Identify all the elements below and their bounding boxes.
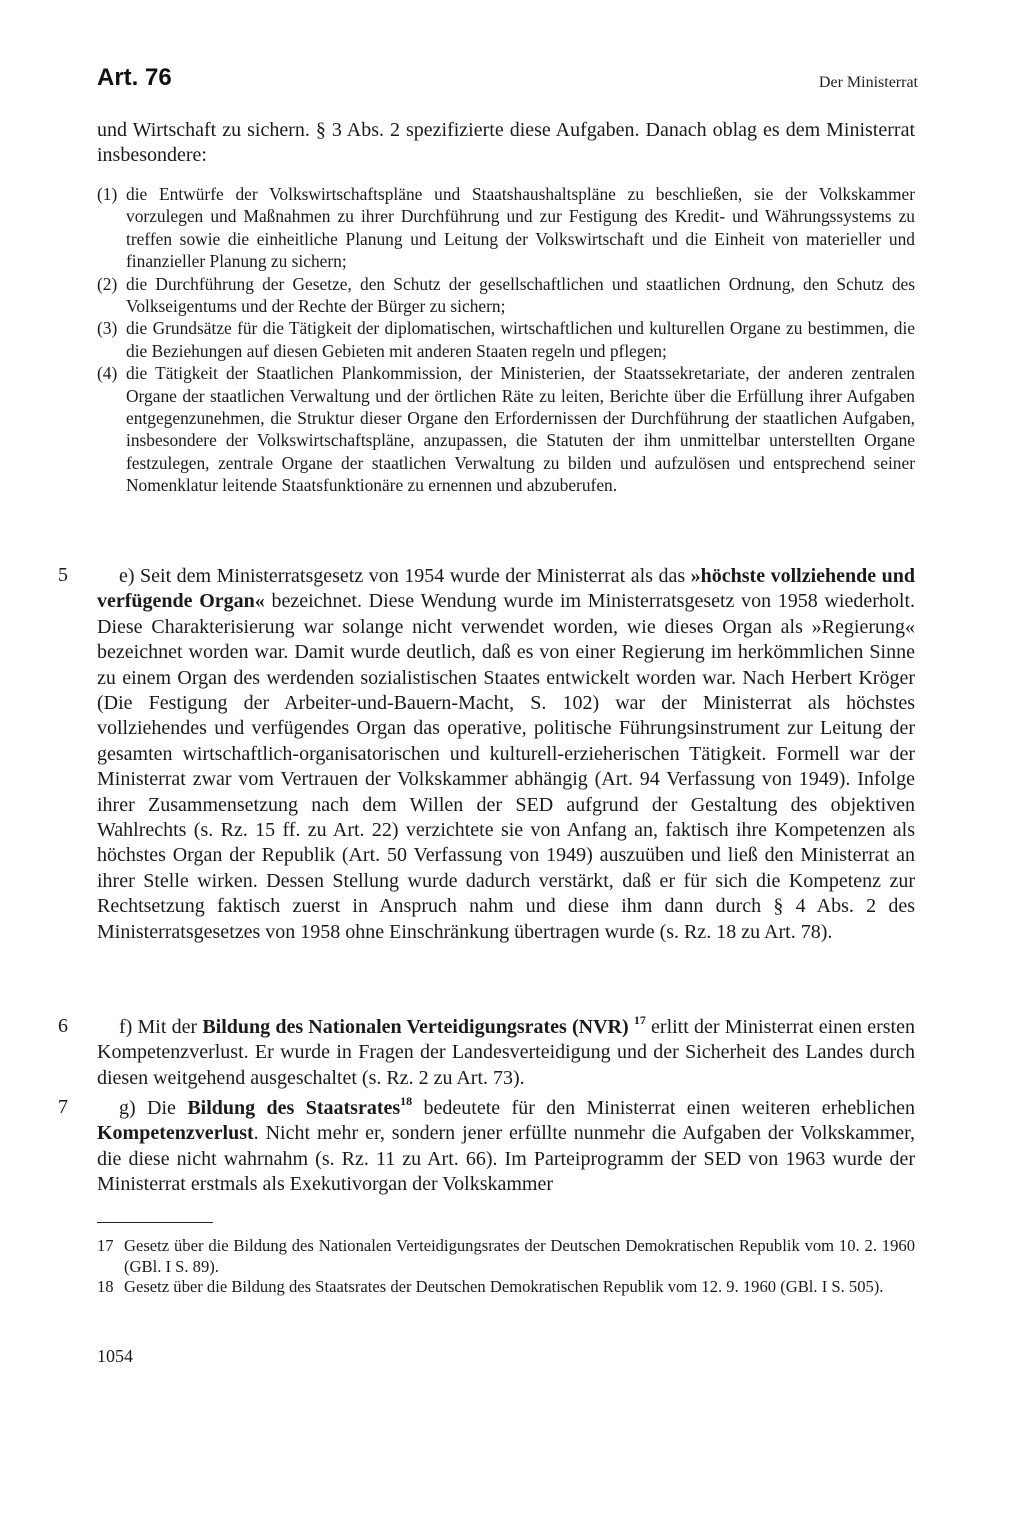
footnote-number: 18 — [97, 1277, 114, 1297]
paragraph-6-text-b: erlitt der Ministerrat einen ersten Kompetenzverlust. Er wurde in Fragen der Landesverteidigung und der Sicherheit des Landes durch diesen weitgehend ausgeschaltet (s. Rz. 2 zu Art. 73). — [97, 1016, 915, 1089]
list-item — [97, 317, 915, 362]
paragraph-7-text-a: g) Die — [119, 1097, 188, 1119]
list-item-text: die Entwürfe der Volkswirtschaftspläne und Staatshaushaltspläne zu beschließen, sie der Volkskammer vorzulegen und Maßnahmen zu ihrer Durchführung und zur Festigung des Kredit- und Währungssystems zu treffen sowie die einheitliche Planung und Leitung der Volkswirtschaft und die Einheit von materieller und finanzieller Planung zu sichern; — [126, 184, 915, 272]
paragraph-5 — [97, 564, 915, 945]
margin-number-6: 6 — [58, 1015, 68, 1037]
list-item-number: (2) — [97, 273, 118, 294]
list-item-number: (3) — [97, 318, 118, 339]
list-item — [97, 183, 915, 273]
list-item-text: die Tätigkeit der Staatlichen Plankommission, der Ministerien, der Staatssekretariate, der anderen zentralen Organe der staatlichen Verwaltung und der örtlichen Räte zu leiten, Berichte über die Erfüllung ihrer Aufgaben entgegenzunehmen, die Struktur dieser Organe den Erfordernissen der Durchführung der staatlichen Aufgaben, insbesondere der Volkswirtschaftspläne, anzupassen, die Statuten der ihm unmittelbar unterstellten Organe festzulegen, zentrale Organe der staatlichen Verwaltung zu bilden und aufzulösen und entsprechend seiner Nomenklatur leitende Staatsfunktionäre zu ernennen und abzuberufen. — [126, 363, 915, 496]
paragraph-5-emphasis: »höchste vollziehende und verfügende Organ« — [97, 565, 916, 613]
footnote-text: Gesetz über die Bildung des Staatsrates der Deutschen Demokratischen Republik vom 12. 9. 1960 (GBl. I S. 505). — [124, 1277, 884, 1297]
duties-list — [97, 183, 915, 497]
footnote-divider — [97, 1222, 213, 1223]
list-item-number: (4) — [97, 363, 118, 384]
footnote-number: 17 — [97, 1236, 114, 1255]
paragraph-6 — [97, 1015, 915, 1091]
paragraph-7-text-b: bedeutete für den Ministerrat einen weiteren erheblichen — [412, 1097, 915, 1119]
footnote-text: Gesetz über die Bildung des Nationalen Verteidigungsrates der Deutschen Demokratischen Republik vom 10. 2. 1960 (GBl. I S. 89). — [124, 1236, 915, 1276]
footnotes — [97, 1236, 915, 1298]
paragraph-7-emphasis-2: Kompetenzverlust — [97, 1122, 254, 1145]
footnote-17 — [97, 1236, 915, 1277]
page-number: 1054 — [97, 1346, 133, 1366]
paragraph-6-text-a: f) Mit der — [119, 1016, 203, 1038]
paragraph-5-text-b: bezeichnet. Diese Wendung wurde im Ministerratsgesetz von 1958 wiederholt. Diese Charakterisierung war solange nicht verwendet worden, wie dieses Organ als »Regierung« bezeichnet worden war. Damit wurde deutlich, daß es von einer Regierung im herkömmlichen Sinne zu einem Organ des werdenden sozialistischen Staates entwickelt worden war. Nach Herbert Kröger (Die Festigung der Arbeiter-und-Bauern-Macht, S. 102) war der Ministerrat als höchstes vollziehendes und verfügendes Organ das operative, politische Führungsinstrument zur Leitung der gesamten wirtschaftlich-organisatorischen und kulturell-erzieherischen Tätigkeit. Formell war der Ministerrat zwar vom Vertrauen der Volkskammer abhängig (Art. 94 Verfassung von 1949). Infolge ihrer Zusammensetzung nach dem Willen der SED aufgrund der Gestaltung des objektiven Wahlrechts (s. Rz. 15 ff. zu Art. 22) verzichtete sie von Anfang an, faktisch ihre Kompetenzen als höchstes Organ der Republik (Art. 50 Verfassung von 1949) auszuüben und ließ den Ministerrat an ihrer Stelle wirken. Dessen Stellung wurde dadurch verstärkt, daß er für sich die Kompetenz zur Rechtsetzung faktisch zuerst in Anspruch nahm und diese ihm dann durch § 4 Abs. 2 des Ministerratsgesetzes von 1958 ohne Einschränkung übertragen wurde (s. Rz. 18 zu Art. 78). — [97, 590, 915, 943]
list-item — [97, 273, 915, 318]
paragraph-5-text-a: e) Seit dem Ministerratsgesetz von 1954 wurde der Ministerrat als das — [119, 565, 691, 587]
intro-paragraph: und Wirtschaft zu sichern. § 3 Abs. 2 spezifizierte diese Aufgaben. Danach oblag es dem Ministerrat insbesondere: — [97, 119, 915, 167]
list-item-text: die Durchführung der Gesetze, den Schutz der gesellschaftlichen und staatlichen Ordnung, den Schutz des Volkseigentums und der Rechte der Bürger zu sichern; — [126, 273, 915, 317]
footnote-ref-18[interactable]: 18 — [400, 1094, 413, 1108]
paragraph-7-emphasis: Bildung des Staatsrates — [187, 1097, 401, 1119]
margin-number-5: 5 — [58, 564, 68, 586]
footnote-18 — [97, 1277, 915, 1298]
paragraph-7-text-c: . Nicht mehr er, sondern jener erfüllte nunmehr die Aufgaben der Volkskammer, die diese nicht wahrnahm (s. Rz. 11 zu Art. 66). Im Parteiprogramm der SED von 1963 wurde der Ministerrat erstmals als Exekutivorgan der Volkskammer — [97, 1122, 915, 1196]
article-heading: Art. 76 — [97, 64, 172, 91]
list-item-text: die Grundsätze für die Tätigkeit der diplomatischen, wirtschaftlichen und kulturellen Organe zu bestimmen, die die Beziehungen auf diesen Gebieten mit anderen Staaten regeln und pflegen; — [126, 318, 915, 361]
list-item — [97, 362, 915, 496]
paragraph-7 — [97, 1096, 915, 1198]
footnote-ref-17[interactable]: 17 — [633, 1013, 646, 1027]
list-item-number: (1) — [97, 184, 118, 204]
margin-number-7: 7 — [58, 1096, 68, 1118]
running-title: Der Ministerrat — [818, 74, 918, 91]
paragraph-6-emphasis: Bildung des Nationalen Verteidigungsrates (NVR) — [202, 1016, 629, 1038]
